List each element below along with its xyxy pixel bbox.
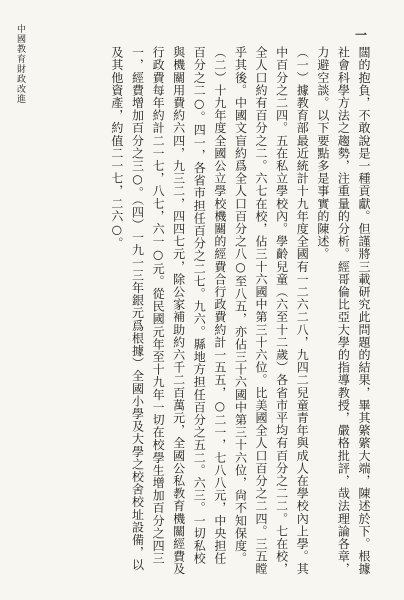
body-text [24,46,374,576]
page-number: 一 [355,28,368,42]
running-title: 中國教育財政改進 [15,24,25,104]
paragraph-intro: 闊的抱負，不敢說是一種貢獻。但謹將三載研究此問題的結果，畢其綮綮大端，陳述於下。根據社會科學方法之趨勢，注重量的分析。經哥倫比亞大學的指導教授，嚴格批評，哉法理論各章，力避空談。以下要點多是事實的陳述。 [315,46,371,576]
paragraph-two: （二）十九年度全國公立學校機關的經費合行政費約計一五五，○二一，七八八元，中央担任百分之二○。四一，各省市担任百分之二七。九六。縣地方担任百分之五二。六三。一切私校與機關用費約六四，九三二，四四七元，除公家補助約六千二百萬元，全國公私教育機關經費及行政費每年約計二一七，八七，六一○元。從民國元年至十九年一切在校學生增加百分之四三一，經費增加百分之三○。（四）一九一三年銀元爲根據）全國小學及大學之校舍校址設備，以及其他資產，約值二一七，二六○。 [109,46,227,576]
paragraph-one: （一）據教育部最近統計十九年度全國有一二六二八，九四二兒童青年與成人在學校內上學。其中百分之二四。五在私立學校內。學齡兒童（六至十二歲）各省市平均有百分之二二。七在校，全人口約有百分之二。六七在校，佔三十六國中第三十六位。比美國全人口百分之二四。三五瞠乎其後。中國文盲約爲全人口百分之八○至八五，亦佔三十六國中第三十六位，尙不知保度。 [233,46,310,576]
